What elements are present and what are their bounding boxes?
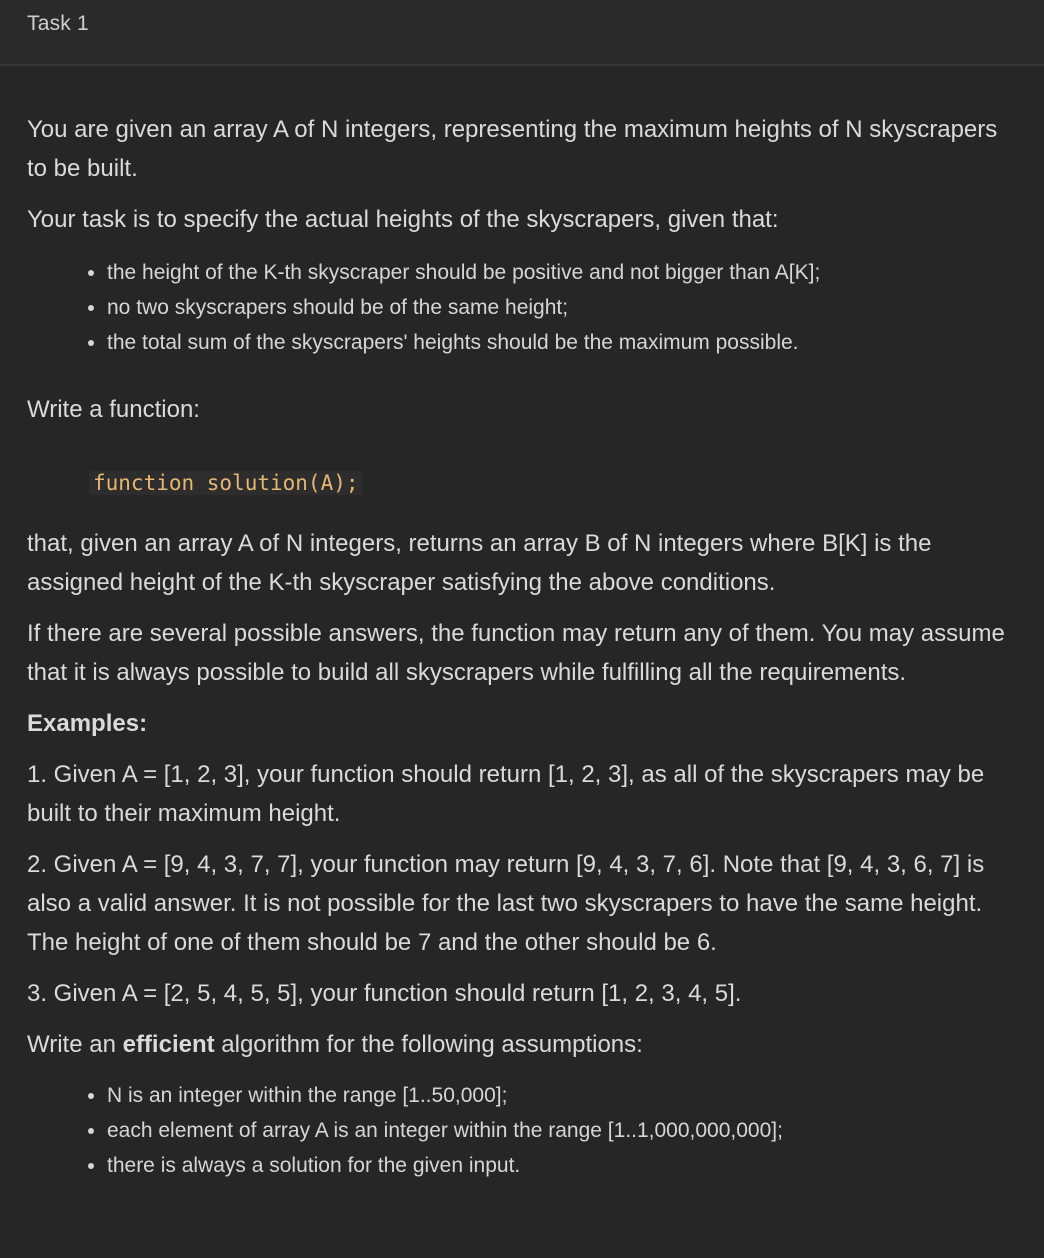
condition-item: • the total sum of the skyscrapers' heights should be the maximum possible. <box>107 325 1022 360</box>
function-signature: function solution(A); <box>89 471 363 495</box>
examples-heading: Examples: <box>27 710 148 737</box>
assumptions-list <box>27 1078 1022 1183</box>
assumption-item: • N is an integer within the range [1..50,000]; <box>107 1078 1022 1113</box>
assumption-item: • there is always a solution for the given input. <box>107 1148 1022 1183</box>
example-item: 1. Given A = [1, 2, 3], your function should return [1, 2, 3], as all of the skyscrapers may be built to their maximum height. <box>27 761 985 827</box>
conditions-list <box>27 255 1022 360</box>
efficient-prefix: Write an <box>27 1031 123 1058</box>
code-block <box>89 463 363 502</box>
example-item: 3. Given A = [2, 5, 4, 5, 5], your function should return [1, 2, 3, 4, 5]. <box>27 980 742 1007</box>
condition-item: • no two skyscrapers should be of the same height; <box>107 290 1022 325</box>
write-function-paragraph: Write a function: <box>27 396 200 423</box>
example-item: 2. Given A = [9, 4, 3, 7, 7], your function may return [9, 4, 3, 7, 6]. Note that [9, 4, 3, 6, 7] is also a valid answer. It is not possible for the last two skyscrapers to have the same height. The height of one of them should be 7 and the other should be 6. <box>27 851 985 956</box>
efficient-word: efficient <box>122 1031 215 1058</box>
intro-paragraph: You are given an array A of N integers, representing the maximum heights of N skyscrapers to be built. <box>27 116 998 182</box>
several-answers-paragraph: If there are several possible answers, the function may return any of them. You may assume that it is always possible to build all skyscrapers while fulfilling all the requirements. <box>27 620 1005 686</box>
task-header <box>0 0 1044 66</box>
assumption-item: • each element of array A is an integer within the range [1..1,000,000,000]; <box>107 1113 1022 1148</box>
task-title: Task 1 <box>27 12 89 35</box>
assumptions-intro <box>27 1025 1022 1064</box>
condition-item: • the height of the K-th skyscraper should be positive and not bigger than A[K]; <box>107 255 1022 290</box>
task-description <box>27 110 1022 1183</box>
efficient-suffix: algorithm for the following assumptions: <box>214 1031 643 1058</box>
task-paragraph: Your task is to specify the actual heights of the skyscrapers, given that: <box>27 206 779 233</box>
returns-paragraph: that, given an array A of N integers, returns an array B of N integers where B[K] is the assigned height of the K-th skyscraper satisfying the above conditions. <box>27 530 932 596</box>
